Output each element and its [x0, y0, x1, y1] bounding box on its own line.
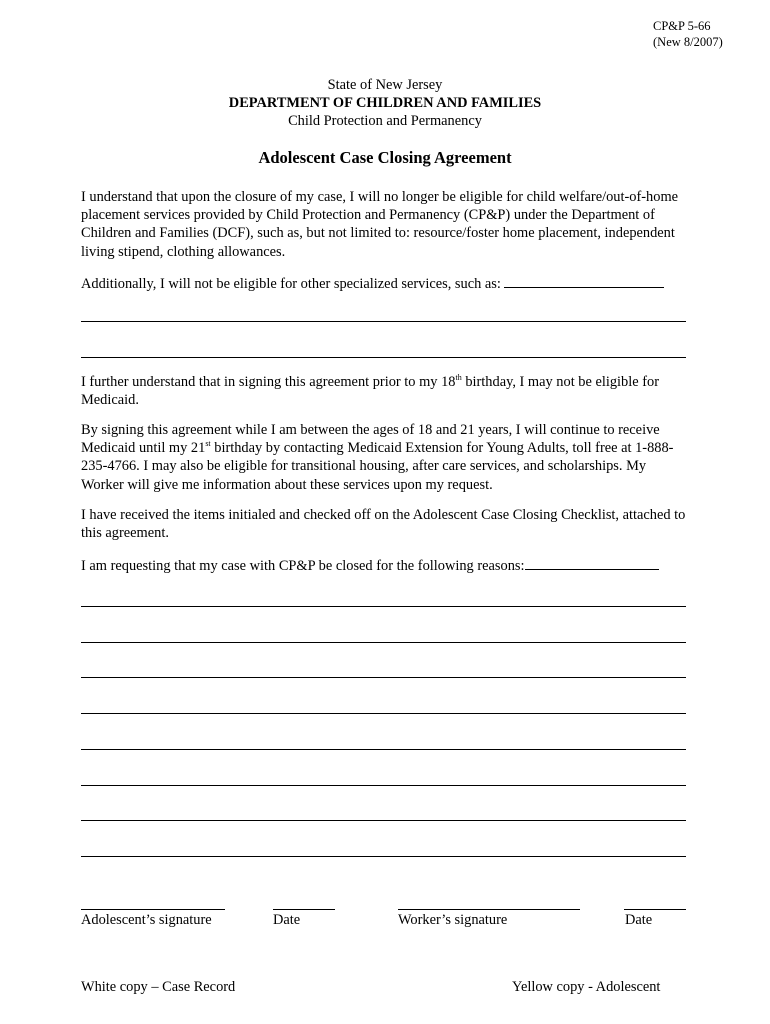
- adolescent-signature-label: Adolescent’s signature: [81, 912, 212, 928]
- specialized-services-line-2[interactable]: [81, 357, 686, 358]
- paragraph-specialized-services: [81, 273, 686, 293]
- division-name: Child Protection and Permanency: [288, 113, 482, 129]
- reasons-line-8[interactable]: [81, 856, 686, 857]
- page-title: Adolescent Case Closing Agreement: [258, 148, 512, 167]
- paragraph-eligibility: I understand that upon the closure of my case, I will no longer be eligible for child welfare/out-of-home placement services provided by Child Protection and Permanency (CP&P) under the Department of Children and Families (DCF), such as, but not limited to: resource/foster home placement, independent living stipend, clothing allowances.: [81, 189, 679, 260]
- paragraph-medicaid-under-18: I further understand that in signing this agreement prior to my 18th birthday, I may not be eligible for Medicaid.: [81, 373, 659, 409]
- adolescent-date-line[interactable]: [273, 909, 335, 910]
- worker-signature-label: Worker’s signature: [398, 912, 508, 928]
- specialized-services-field[interactable]: [504, 273, 664, 288]
- reasons-line-3[interactable]: [81, 677, 686, 678]
- letterhead: [0, 76, 770, 130]
- adolescent-signature-line[interactable]: [81, 909, 225, 910]
- reasons-line-7[interactable]: [81, 820, 686, 821]
- specialized-services-label: Additionally, I will not be eligible for other specialized services, such as:: [81, 276, 501, 292]
- paragraph-checklist: I have received the items initialed and checked off on the Adolescent Case Closing Checklist, attached to this agreement.: [81, 507, 686, 542]
- reasons-line-4[interactable]: [81, 713, 686, 714]
- form-number: CP&P 5-66: [653, 19, 711, 33]
- worker-signature-line[interactable]: [398, 909, 580, 910]
- reasons-line-2[interactable]: [81, 642, 686, 643]
- form-number-block: [653, 18, 723, 50]
- paragraph-reasons: [81, 555, 686, 575]
- footer-yellow-copy: Yellow copy - Adolescent: [512, 979, 661, 995]
- state-name: State of New Jersey: [327, 77, 443, 93]
- reasons-line-1[interactable]: [81, 606, 686, 607]
- worker-date-label: Date: [625, 912, 653, 928]
- reasons-line-5[interactable]: [81, 749, 686, 750]
- adolescent-date-label: Date: [273, 912, 301, 928]
- footer-white-copy: White copy – Case Record: [81, 979, 236, 995]
- reasons-label: I am requesting that my case with CP&P be closed for the following reasons:: [81, 558, 525, 574]
- reasons-field[interactable]: [525, 555, 659, 570]
- reasons-line-6[interactable]: [81, 785, 686, 786]
- specialized-services-line-1[interactable]: [81, 321, 686, 322]
- form-revision: (New 8/2007): [653, 35, 723, 49]
- worker-date-line[interactable]: [624, 909, 686, 910]
- paragraph-medicaid-extension: By signing this agreement while I am between the ages of 18 and 21 years, I will continue to receive Medicaid until my 21st birthday by contacting Medicaid Extension for Young Adults, toll free at 1-888-235-4766. I may also be eligible for transitional housing, after care services, and scholarships. My Worker will give me information about these services upon my request.: [81, 422, 674, 493]
- department-name: DEPARTMENT OF CHILDREN AND FAMILIES: [228, 95, 542, 111]
